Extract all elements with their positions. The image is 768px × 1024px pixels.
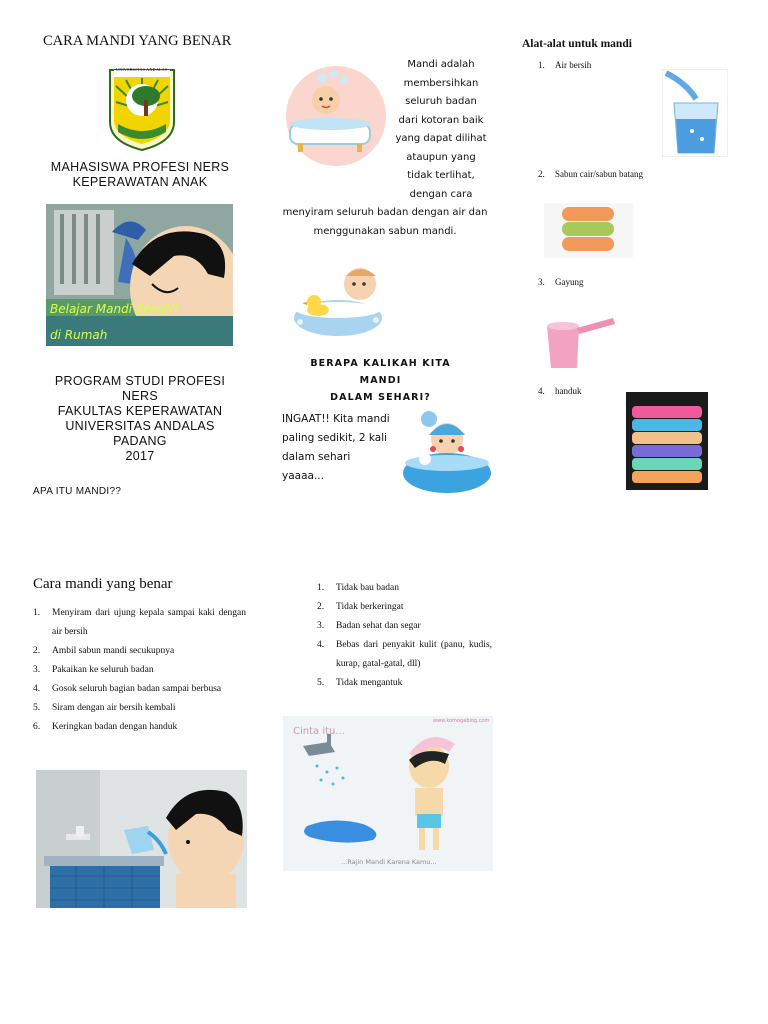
program-line-5: PADANG: [113, 434, 167, 448]
definition-line-8: dengan cara: [409, 188, 473, 200]
definition-tail-2: menggunakan sabun mandi.: [313, 225, 457, 237]
step-text: Menyiram dari ujung kepala sampai kaki dengan air bersih: [52, 608, 246, 637]
girl-in-bathtub-illustration: [399, 405, 493, 499]
list-item: [317, 598, 492, 617]
university-logo: [106, 66, 178, 152]
definition-tail-1: menyiram seluruh badan dengan air dan: [282, 207, 488, 218]
steps-list: [33, 604, 246, 737]
program-line-1: PROGRAM STUDI PROFESI: [54, 374, 226, 388]
tool-number: 4.: [538, 386, 545, 396]
tool-number: 1.: [538, 60, 545, 70]
benefit-number: 4.: [317, 640, 325, 650]
list-item: [33, 680, 246, 699]
step-number: 6.: [33, 722, 41, 732]
list-item: [317, 636, 492, 674]
definition-line-6: ataupun yang: [406, 151, 476, 163]
benefit-text: Tidak berkeringat: [336, 602, 404, 612]
how-often-question: [288, 355, 473, 406]
benefit-number: 5.: [317, 678, 325, 688]
definition-line-5: yang dapat dilihat: [395, 133, 487, 144]
step-number: 1.: [33, 608, 41, 618]
tool-item-towel: [538, 386, 582, 396]
cartoon-caption-top: Cinta itu...: [293, 726, 345, 737]
tool-label: Sabun cair/sabun batang: [555, 169, 643, 179]
soap-bars-photo: [544, 203, 633, 258]
cartoon-site: www.komogablog.com: [433, 718, 490, 724]
tool-number: 3.: [538, 277, 545, 287]
definition-line-2: membersihkan: [403, 77, 479, 89]
logo-text: UNIVERSITAS ANDALAS: [116, 67, 168, 72]
organizer-block: [30, 160, 250, 190]
benefit-text: Bebas dari penyakit kulit (panu, kudis, kurap, gatal-gatal, dll): [336, 640, 492, 669]
boy-showering-illustration: [46, 204, 233, 346]
reminder-text: [282, 410, 394, 486]
step-text: Ambil sabun mandi secukupnya: [52, 646, 175, 656]
benefits-list: [317, 579, 492, 693]
tool-number: 2.: [538, 169, 545, 179]
program-line-2: NERS: [122, 389, 158, 403]
benefit-number: 2.: [317, 602, 325, 612]
program-line-3: FAKULTAS KEPERAWATAN: [57, 404, 223, 418]
definition-line-7: tidak terlihat,: [407, 170, 475, 181]
organizer-line-1: MAHASISWA PROFESI NERS: [50, 160, 230, 174]
definition-line-1: Mandi adalah: [407, 59, 475, 70]
stacked-towels-photo: [626, 392, 708, 490]
reminder-line-1: INGAAT!! Kita mandi: [282, 413, 390, 425]
list-item: [33, 699, 246, 718]
tools-title: Alat-alat untuk mandi: [522, 38, 632, 50]
definition-line-4: dari kotoran baik: [398, 114, 484, 126]
step-text: Keringkan badan dengan handuk: [52, 722, 178, 732]
list-item: [33, 718, 246, 737]
tool-item-soap: [538, 169, 643, 179]
step-number: 2.: [33, 646, 41, 656]
list-item: [317, 579, 492, 598]
list-item: [33, 642, 246, 661]
program-line-4: UNIVERSITAS ANDALAS: [65, 419, 215, 433]
step-text: Siram dengan air bersih kembali: [52, 703, 176, 713]
tool-label: Gayung: [555, 277, 584, 287]
list-item: [33, 604, 246, 642]
list-item: [317, 674, 492, 693]
step-number: 5.: [33, 703, 41, 713]
picture-caption-1: Belajar Mandi Sendiri: [50, 302, 178, 316]
glass-of-water-photo: [662, 69, 728, 157]
benefit-number: 3.: [317, 621, 325, 631]
step-text: Pakaikan ke seluruh badan: [52, 665, 154, 675]
picture-caption-2: di Rumah: [50, 328, 108, 342]
cartoon-caption-bottom: ...Rajin Mandi Karena Kamu...: [341, 858, 437, 866]
benefit-text: Tidak mengantuk: [336, 678, 403, 688]
list-item: [33, 661, 246, 680]
benefit-text: Tidak bau badan: [336, 583, 399, 593]
leaflet-title: CARA MANDI YANG BENAR: [43, 33, 232, 49]
love-is-bathing-cartoon: [283, 716, 493, 871]
step-text: Gosok seluruh bagian badan sampai berbusa: [52, 684, 222, 694]
boy-pouring-water-illustration: [36, 770, 247, 908]
reminder-line-2: paling sedikit, 2 kali: [282, 432, 388, 444]
baby-with-duck-illustration: [290, 262, 386, 344]
definition-line-3: seluruh badan: [405, 96, 477, 107]
organizer-line-2: KEPERAWATAN ANAK: [72, 175, 208, 189]
water-scoop-photo: [543, 312, 618, 370]
how-often-line-2: DALAM SEHARI?: [330, 392, 431, 403]
tool-item-water-scoop: [538, 277, 584, 287]
tool-label: Air bersih: [555, 60, 592, 70]
tool-label: handuk: [555, 386, 582, 396]
reminder-line-3: dalam sehari yaaaa...: [282, 451, 351, 482]
bathing-definition: [280, 56, 490, 241]
program-block: [30, 374, 250, 464]
steps-title: Cara mandi yang benar: [33, 576, 173, 592]
year: 2017: [125, 449, 155, 463]
step-number: 4.: [33, 684, 41, 694]
benefit-number: 1.: [317, 583, 325, 593]
how-often-line-1: BERAPA KALIKAH KITA MANDI: [310, 358, 451, 386]
list-item: [317, 617, 492, 636]
step-number: 3.: [33, 665, 41, 675]
benefit-text: Badan sehat dan segar: [336, 621, 421, 631]
what-is-bathing-question: APA ITU MANDI??: [33, 486, 122, 497]
tool-item-clean-water: [538, 60, 591, 70]
